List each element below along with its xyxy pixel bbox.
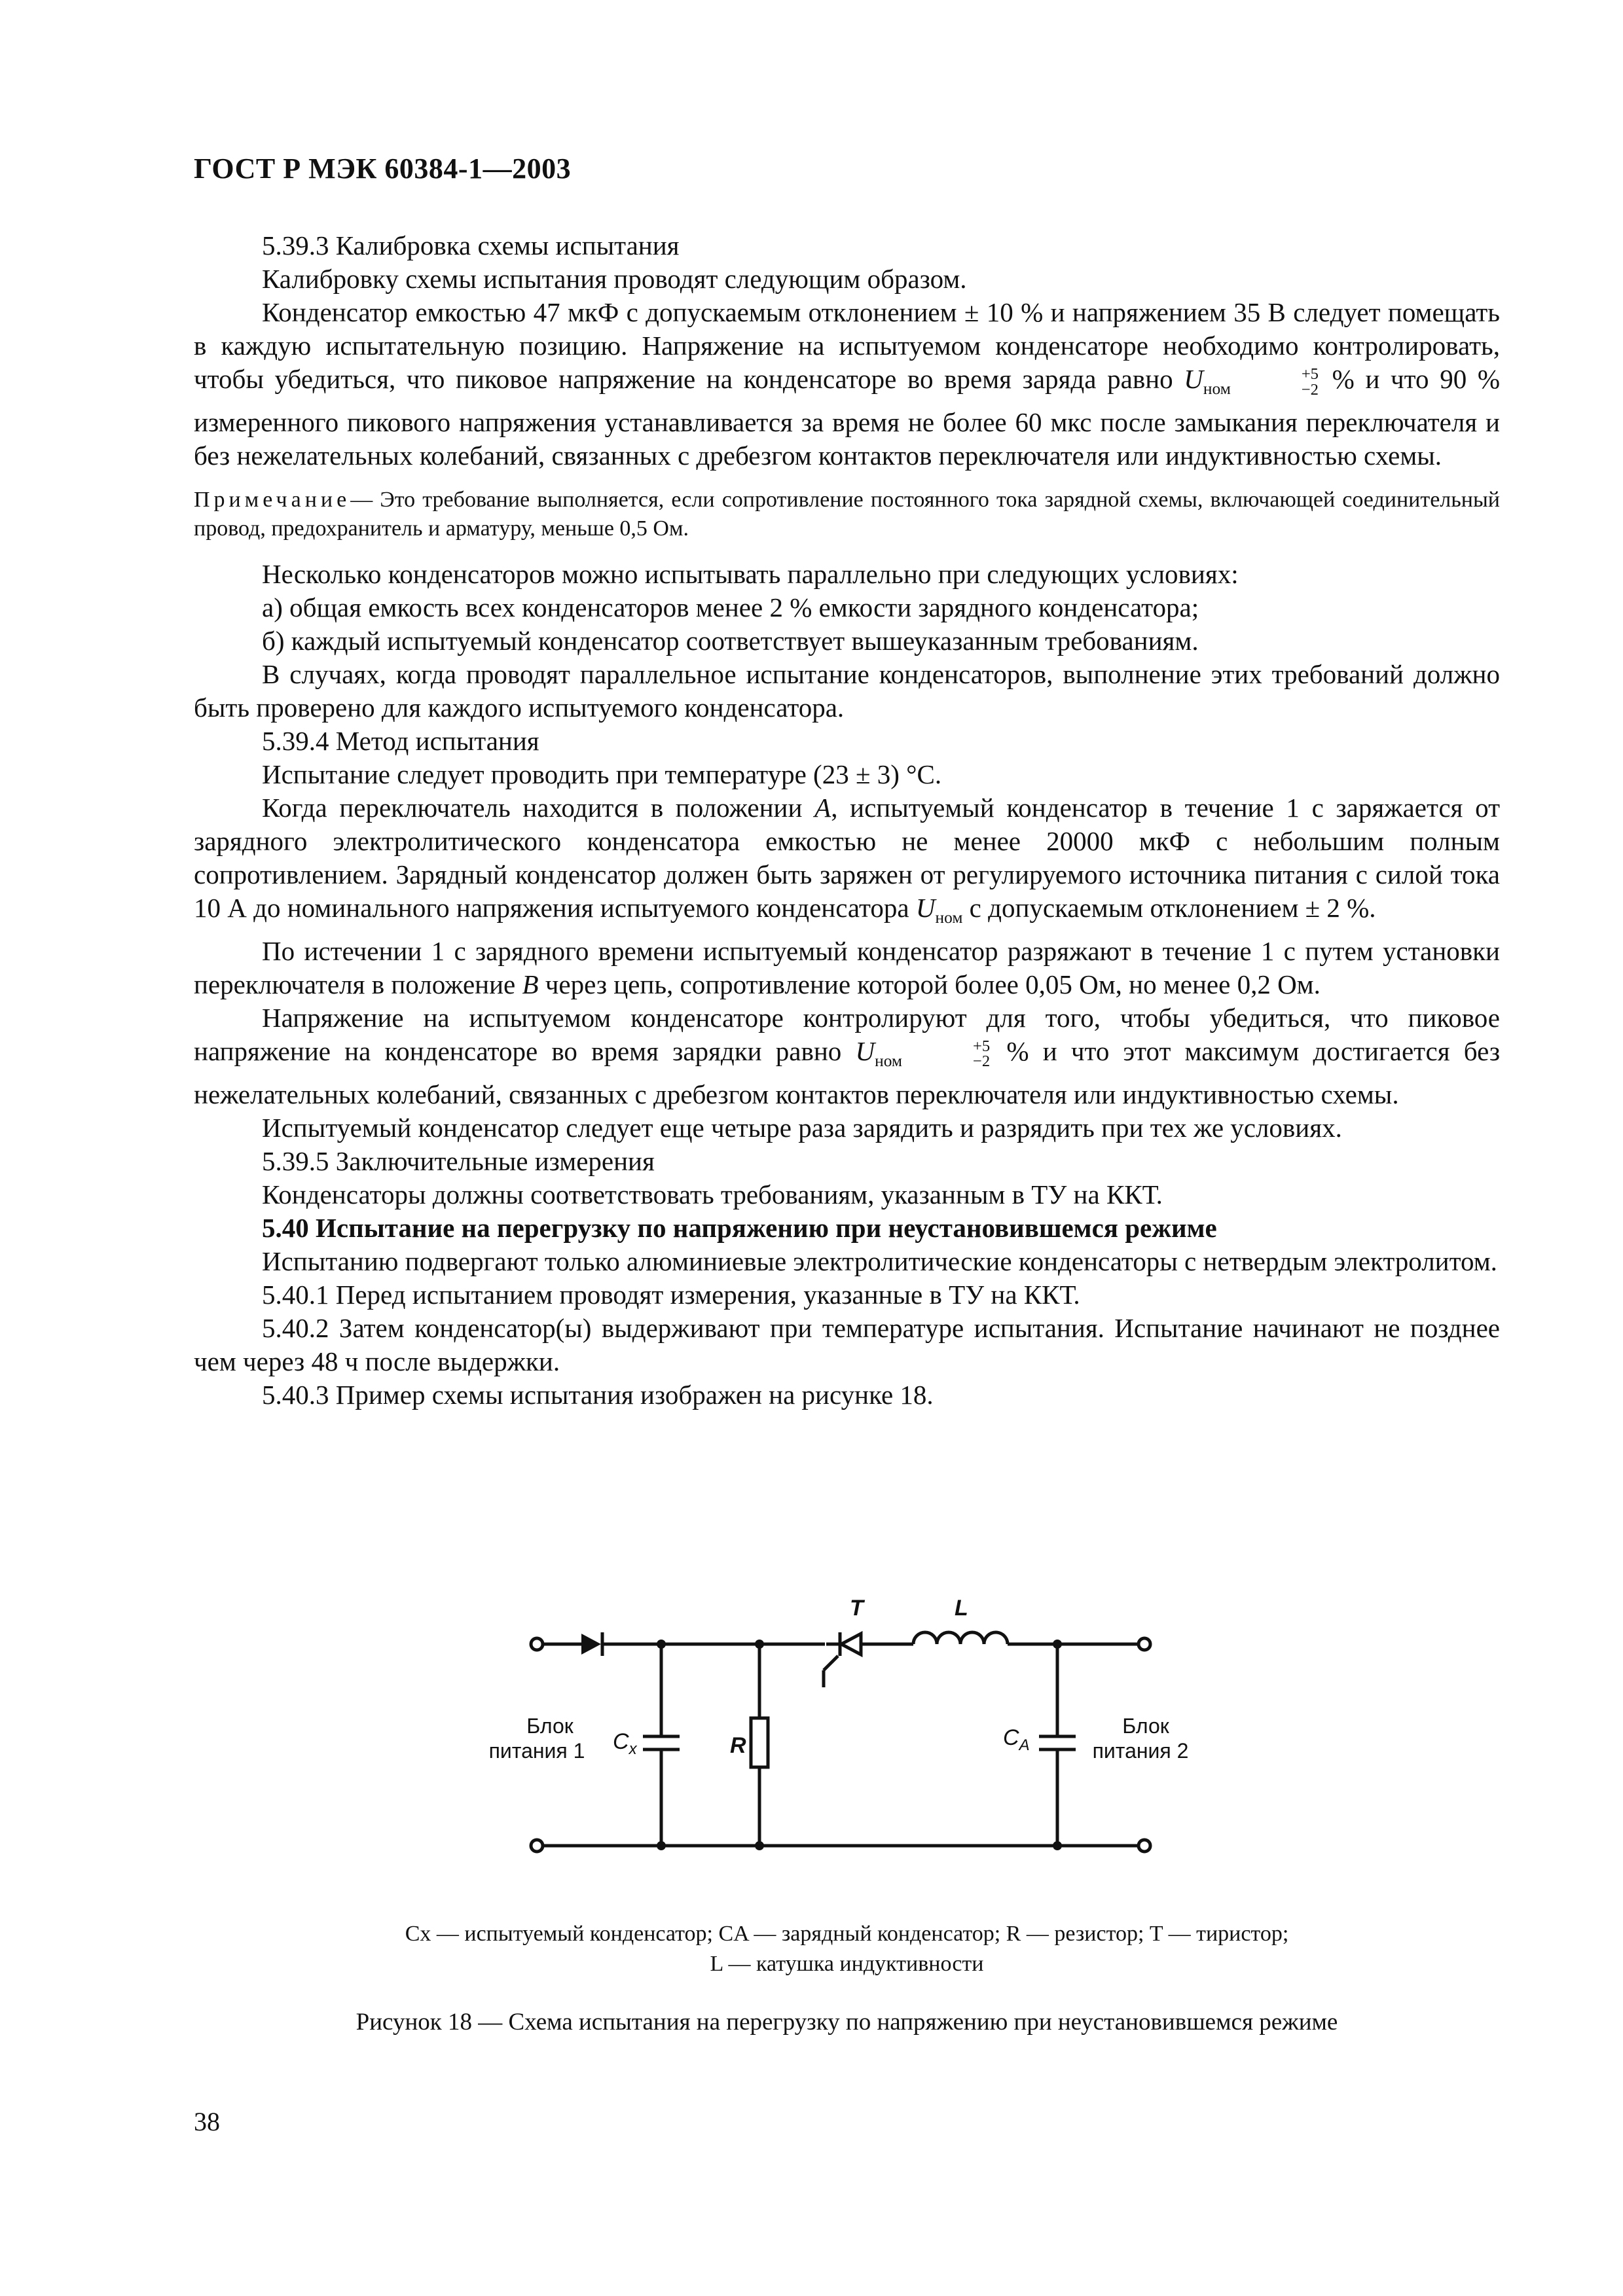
label-t: T — [850, 1596, 864, 1621]
paragraph: Испытуемый конденсатор следует еще четыре раза зарядить и разрядить при тех же условиях. — [262, 1112, 1342, 1143]
thyristor-symbol — [826, 1632, 861, 1656]
label-ca: $C_A$ — [1003, 1725, 1030, 1754]
circuit-diagram — [488, 1596, 1189, 1898]
terminal-node — [531, 1840, 543, 1852]
label-l: L — [955, 1596, 968, 1621]
page-number: 38 — [194, 2107, 220, 2136]
section-heading-5-40: 5.40 Испытание на перегрузку по напряжению при неустановившемся режиме — [262, 1212, 1217, 1243]
capacitor-ca-symbol — [1039, 1736, 1076, 1749]
diode-symbol — [581, 1632, 602, 1656]
tolerance: +5 −2 — [1301, 365, 1319, 399]
voltage-symbol: $U_{ном}$ — [855, 1035, 903, 1070]
label-block2-line2: питания 2 — [1092, 1739, 1189, 1763]
junction-dots — [657, 1640, 1062, 1850]
legend-line: Cx — испытуемый конденсатор; CA — зарядный конденсатор; R — резистор; T — тиристор; — [405, 1922, 1289, 1946]
terminal-node — [531, 1638, 543, 1650]
paragraph: Калибровку схемы испытания проводят следующим образом. — [262, 264, 967, 294]
section-heading-5-39-3: 5.39.3 Калибровка схемы испытания — [262, 230, 680, 260]
resistor-symbol — [751, 1718, 768, 1767]
paragraph: 5.40.2 Затем конденсатор(ы) выдерживают при температуре испытания. Испытание начинают не позднее чем через 48 ч после выдержки. — [194, 1312, 1500, 1376]
paragraph: 5.40.3 Пример схемы испытания изображен на рисунке 18. — [262, 1379, 934, 1410]
section-heading-5-39-5: 5.39.5 Заключительные измерения — [262, 1145, 655, 1176]
figure-legend — [194, 1919, 1500, 1979]
paragraph: Конденсатор емкостью 47 мкФ с допускаемым отклонением ± 10 % и напряжением 35 В следует помещать в каждую испытательную позицию. Напряжение на испытуемом конденсаторе необходимо контролировать, чтобы убедиться, что пиковое напряжение на конденсаторе во время заряда равно $U_{ном}$ +5 −2 % и что 90 % измеренного пикового напряжения устанавливается за время не более 60 мкс после замыкания переключателя и без нежелательных колебаний, связанных с дребезгом контактов переключателя или индуктивностью схемы. — [194, 297, 1500, 471]
paragraph: Несколько конденсаторов можно испытывать параллельно при следующих условиях: — [262, 558, 1239, 589]
capacitor-cx-symbol — [643, 1736, 680, 1749]
note: Примечание— Это требование выполняется, если сопротивление постоянного тока зарядной схемы, включающей соединительный провод, предохранитель и арматуру, меньше 0,5 Ом. — [194, 487, 1500, 541]
body-text — [194, 229, 1500, 1412]
paragraph: 5.40.1 Перед испытанием проводят измерения, указанные в ТУ на ККТ. — [262, 1279, 1080, 1310]
section-heading-5-39-4: 5.39.4 Метод испытания — [262, 725, 539, 756]
voltage-symbol: $U_{ном}$ — [1184, 364, 1231, 398]
terminal-node — [1139, 1840, 1150, 1852]
tolerance: +5 −2 — [973, 1037, 991, 1071]
paragraph: По истечении 1 с зарядного времени испытуемый конденсатор разряжают в течение 1 с путем установки переключателя в положение В через цепь, сопротивление которой более 0,05 Ом, но менее 0,2 Ом. — [194, 935, 1500, 999]
paragraph: Когда переключатель находится в положении А, испытуемый конденсатор в течение 1 с заряжается от зарядного электролитического конденсатора емкостью не менее 20000 мкФ с небольшим полным сопротивлением. Зарядный конденсатор должен быть заряжен от регулируемого источника питания с силой тока 10 А до номинального напряжения испытуемого конденсатора $U_{ном}$ с допускаемым отклонением ± 2 %. — [194, 792, 1500, 927]
label-block1-line1: Блок — [526, 1714, 574, 1738]
paragraph: Испытание следует проводить при температуре (23 ± 3) °С. — [262, 759, 942, 789]
document-header: ГОСТ Р МЭК 60384-1—2003 — [194, 152, 572, 185]
voltage-symbol: $U_{ном}$ — [915, 892, 963, 927]
paragraph: Испытанию подвергают только алюминиевые электролитические конденсаторы с нетвердым электролитом. — [262, 1246, 1497, 1276]
label-cx: $C_x$ — [613, 1729, 637, 1758]
list-item: а) общая емкость всех конденсаторов менее 2 % емкости зарядного конденсатора; — [262, 592, 1199, 622]
label-block1-line2: питания 1 — [488, 1739, 585, 1763]
paragraph: Напряжение на испытуемом конденсаторе контролируют для того, чтобы убедиться, что пиковое напряжение на конденсаторе во время зарядки равно $U_{ном}$ +5 −2 % и что этот максимум достигается без нежелательных колебаний, связанных с дребезгом контактов переключателя или индуктивностью схемы. — [194, 1002, 1501, 1109]
terminal-node — [1139, 1638, 1150, 1650]
label-r: R — [730, 1733, 746, 1758]
figure-caption: Рисунок 18 — Схема испытания на перегрузку по напряжению при неустановившемся режиме — [356, 2009, 1338, 2036]
inductor-symbol — [913, 1632, 1008, 1644]
legend-line: L — катушка индуктивности — [710, 1952, 984, 1976]
list-item: б) каждый испытуемый конденсатор соответствует вышеуказанным требованиям. — [262, 625, 1199, 656]
paragraph: Конденсаторы должны соответствовать требованиям, указанным в ТУ на ККТ. — [262, 1179, 1163, 1210]
paragraph: В случаях, когда проводят параллельное испытание конденсаторов, выполнение этих требований должно быть проверено для каждого испытуемого конденсатора. — [194, 658, 1500, 723]
label-block2-line1: Блок — [1122, 1714, 1169, 1738]
